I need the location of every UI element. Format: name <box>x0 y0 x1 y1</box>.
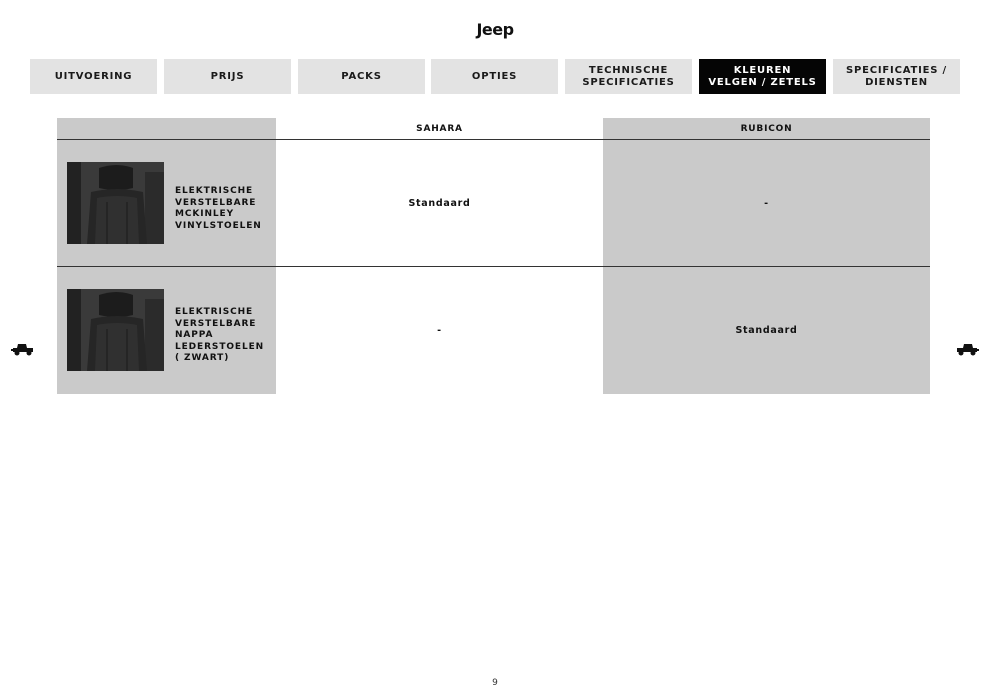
leather-seat-image <box>67 289 164 371</box>
seat-thumbnail <box>67 289 164 371</box>
row-label-mckinley: ELEKTRISCHE VERSTELBARE MCKINLEY VINYLSTOELEN <box>175 186 262 231</box>
jeep-car-icon[interactable] <box>11 342 35 356</box>
column-header-rubicon: RUBICON <box>603 118 930 139</box>
row-label-nappa: ELEKTRISCHE VERSTELBARE NAPPA LEDERSTOELEN ( ZWART) <box>175 307 265 363</box>
table-row-label-cell <box>57 140 276 266</box>
tab-opties[interactable]: OPTIES <box>431 59 558 94</box>
table-row-label-cell <box>57 267 276 394</box>
section-tabs <box>30 59 960 94</box>
tab-specificaties-diensten[interactable]: SPECIFICATIES / DIENSTEN <box>833 59 960 94</box>
leather-seat-image <box>67 162 164 244</box>
cell-sahara-mckinley: Standaard <box>408 197 471 209</box>
tab-uitvoering[interactable]: UITVOERING <box>30 59 157 94</box>
cell-rubicon-mckinley: - <box>603 140 930 266</box>
jeep-car-icon[interactable] <box>955 342 979 356</box>
cell-rubicon-nappa: Standaard <box>603 267 930 394</box>
jeep-logo: Jeep <box>476 20 514 39</box>
seats-table <box>57 118 930 394</box>
cell-sahara-nappa: - <box>437 325 442 336</box>
tab-kleuren-velgen-zetels[interactable]: KLEUREN VELGEN / ZETELS <box>699 59 826 94</box>
header-empty-cell <box>57 118 276 139</box>
seat-thumbnail <box>67 162 164 244</box>
tab-packs[interactable]: PACKS <box>298 59 425 94</box>
tab-technische-specificaties[interactable]: TECHNISCHE SPECIFICATIES <box>565 59 692 94</box>
tab-prijs[interactable]: PRIJS <box>164 59 291 94</box>
page-number: 9 <box>492 678 498 688</box>
column-header-sahara: SAHARA <box>416 123 463 134</box>
